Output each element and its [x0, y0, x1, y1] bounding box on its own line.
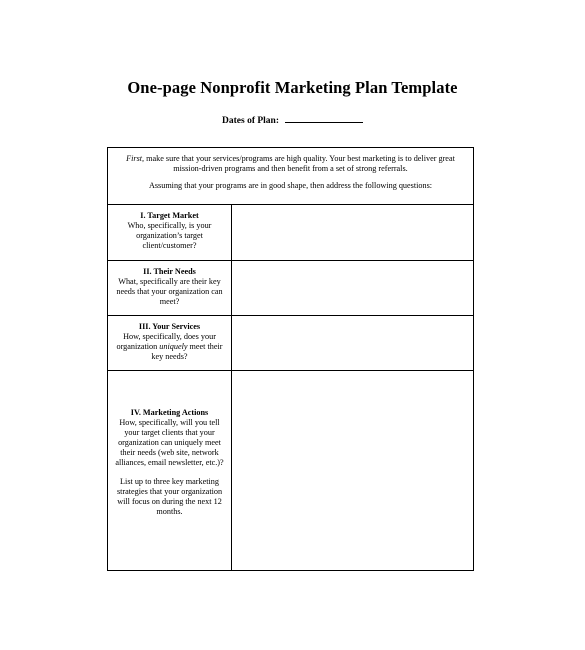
- section-row-their-needs: [108, 261, 473, 316]
- section-heading: III. Your Services: [138, 322, 201, 331]
- section-question: How, specifically, will you tell your target clients that your organization can uniquely meet their needs (web site, network alliances, email newsletter, etc.)?: [115, 418, 224, 467]
- intro-first-emphasis: First,: [126, 154, 145, 163]
- section-question-part: meet their key needs?: [151, 342, 223, 361]
- answer-cell-your-services[interactable]: [232, 316, 473, 370]
- answer-cell-marketing-actions[interactable]: [232, 371, 473, 570]
- section-label-cell: [108, 371, 232, 570]
- intro-assuming-text: Assuming that your programs are in good shape, then address the following questions:: [148, 181, 433, 191]
- section-heading: II. Their Needs: [143, 267, 196, 276]
- intro-first-paragraph: [116, 154, 465, 174]
- section-heading: IV. Marketing Actions: [130, 408, 209, 417]
- marketing-plan-table: [107, 147, 474, 571]
- section-question: Who, specifically, is your organization’s target client/customer?: [127, 221, 212, 250]
- section-label-cell: [108, 261, 232, 315]
- section-question: [112, 332, 227, 362]
- section-row-marketing-actions: [108, 371, 473, 570]
- page-title: One-page Nonprofit Marketing Plan Template: [127, 78, 458, 97]
- answer-cell-target-market[interactable]: [232, 205, 473, 260]
- section-row-target-market: [108, 205, 473, 261]
- intro-cell: [108, 148, 473, 205]
- section-heading: I. Target Market: [140, 211, 199, 220]
- section-question-part: How, specifically, does your organization: [116, 332, 216, 351]
- dates-of-plan-label: Dates of Plan:: [222, 116, 279, 126]
- answer-cell-their-needs[interactable]: [232, 261, 473, 315]
- section-question-emphasis: uniquely: [159, 342, 188, 351]
- dates-of-plan-row: [0, 114, 585, 126]
- section-instruction: List up to three key marketing strategies that your organization will focus on during the next 12 months.: [116, 477, 223, 516]
- section-question: What, specifically are their key needs that your organization can meet?: [116, 277, 223, 306]
- section-row-your-services: [108, 316, 473, 371]
- section-label-cell: [108, 316, 232, 370]
- section-label-cell: [108, 205, 232, 260]
- intro-first-text: make sure that your services/programs are high quality. Your best marketing is to deliver great mission-driven programs and then benefit from a set of strong referrals.: [144, 154, 455, 174]
- dates-of-plan-blank-line[interactable]: [285, 114, 363, 123]
